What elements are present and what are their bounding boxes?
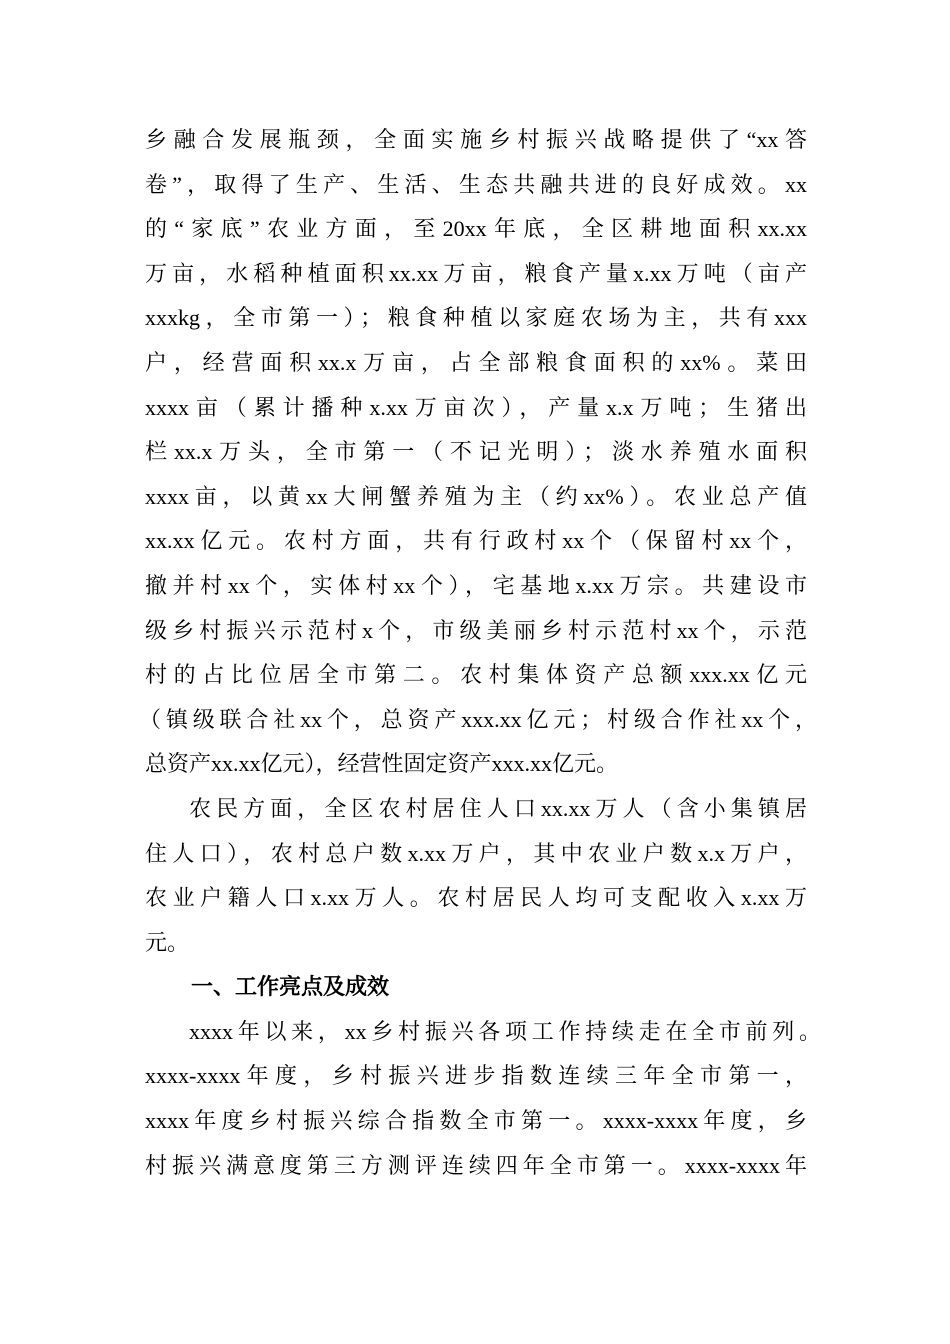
body-text-line: 农业户籍人口x.xx万人。农村居民人均可支配收入x.xx万 <box>145 885 807 911</box>
body-text-line: 农民方面，全区农村居住人口xx.xx万人（含小集镇居 <box>189 795 807 821</box>
body-text-line: xxxx年度乡村振兴综合指数全市第一。xxxx-xxxx年度，乡 <box>145 1108 807 1134</box>
section-heading: 一、工作亮点及成效 <box>191 974 390 1000</box>
body-text-line: 户，经营面积xx.x万亩，占全部粮食面积的xx%。菜田 <box>145 349 807 375</box>
body-text-line: xxxkg，全市第一）；粮食种植以家庭农场为主，共有xxx <box>145 305 807 331</box>
body-text-line: xx.xx亿元。农村方面，共有行政村xx个（保留村xx个， <box>145 528 807 554</box>
body-text-line: 万亩，水稻种植面积xx.xx万亩，粮食产量x.xx万吨（亩产 <box>145 260 807 286</box>
body-text-line: 的“家底”农业方面，至20xx年底，全区耕地面积xx.xx <box>145 216 807 242</box>
body-text-line: 元。 <box>145 929 190 955</box>
body-text-line: 撤并村xx个，实体村xx个），宅基地x.xx万宗。共建设市 <box>145 572 807 598</box>
body-text-line: （镇级联合社xx个，总资产xxx.xx亿元；村级合作社xx个， <box>139 706 817 732</box>
body-text-line: 村的占比位居全市第二。农村集体资产总额xxx.xx亿元 <box>145 662 807 688</box>
body-text-line: 乡融合发展瓶颈，全面实施乡村振兴战略提供了“xx答 <box>145 127 807 152</box>
body-text-line: 村振兴满意度第三方测评连续四年全市第一。xxxx-xxxx年 <box>145 1152 807 1178</box>
body-text-line: 总资产xx.xx亿元），经营性固定资产xxx.xx亿元。 <box>145 751 619 777</box>
body-text-line: 住人口），农村总户数x.xx万户，其中农业户数x.x万户， <box>145 840 807 866</box>
body-text-line: xxxx-xxxx年度，乡村振兴进步指数连续三年全市第一， <box>145 1063 807 1089</box>
body-text-line: 卷”，取得了生产、生活、生态共融共进的良好成效。xx <box>145 171 807 197</box>
body-text-line: xxxx亩（累计播种x.xx万亩次），产量x.x万吨；生猪出 <box>145 394 807 420</box>
body-text-line: 栏xx.x万头，全市第一（不记光明）；淡水养殖水面积 <box>145 439 807 465</box>
body-text-line: xxxx年以来，xx乡村振兴各项工作持续走在全市前列。 <box>189 1018 821 1044</box>
body-text-line: 级乡村振兴示范村x个，市级美丽乡村示范村xx个，示范 <box>145 617 807 643</box>
document-page <box>139 118 821 1188</box>
body-text-line: xxxx亩，以黄xx大闸蟹养殖为主（约xx%）。农业总产值 <box>145 483 807 509</box>
